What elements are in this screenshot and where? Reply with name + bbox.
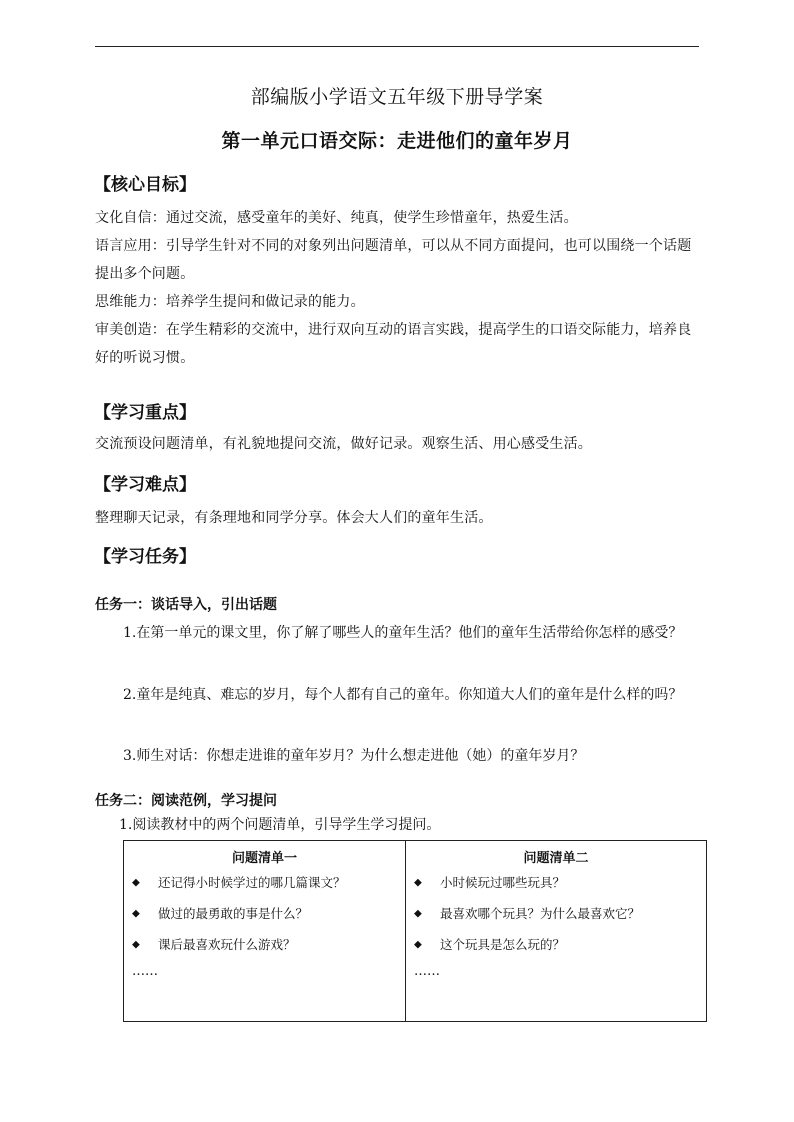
question-text: 课后最喜欢玩什么游戏？: [158, 937, 296, 952]
section-heading-goals: 【核心目标】: [94, 175, 196, 195]
task2-title: 任务二：阅读范例，学习提问: [95, 793, 277, 809]
question-text: 还记得小时候学过的哪几篇课文？: [158, 875, 346, 890]
key-points-text: 交流预设问题清单，有礼貌地提问交流，做好记录。观察生活、用心感受生活。: [95, 436, 592, 452]
question-list-one-header: 问题清单一: [231, 851, 297, 866]
question-list-two-items: [406, 867, 706, 960]
diamond-bullet-icon: ◆: [132, 875, 140, 890]
task2-item: 1.阅读教材中的两个问题清单，引导学生学习提问。: [119, 817, 441, 833]
diamond-bullet-icon: ◆: [414, 937, 422, 952]
diamond-bullet-icon: ◆: [132, 937, 140, 952]
question-text: 小时候玩过哪些玩具？: [440, 875, 566, 890]
question-text: 这个玩具是怎么玩的？: [440, 937, 566, 952]
question-text: 最喜欢哪个玩具？为什么最喜欢它？: [440, 906, 641, 921]
list-item: [414, 929, 706, 960]
section-heading-key-points: 【学习重点】: [94, 403, 196, 423]
section-heading-difficulties: 【学习难点】: [94, 475, 196, 495]
section-heading-tasks: 【学习任务】: [94, 547, 196, 567]
goal-item: 思维能力：培养学生提问和做记录的能力。: [95, 294, 365, 310]
difficulties-text: 整理聊天记录，有条理地和同学分享。体会大人们的童年生活。: [95, 510, 493, 526]
list-item: [414, 898, 706, 929]
document-title: 部编版小学语文五年级下册导学案: [250, 86, 544, 108]
question-list-one: [124, 841, 406, 1021]
task1-item: 3.师生对话：你想走进谁的童年岁月？为什么想走进他（她）的童年岁月？: [123, 748, 585, 764]
question-text: 做过的最勇敢的事是什么？: [158, 906, 309, 921]
question-list-table: [123, 840, 707, 1022]
diamond-bullet-icon: ◆: [414, 875, 422, 890]
header-rule: [95, 46, 699, 47]
list-item: [132, 867, 405, 898]
list-item: [414, 867, 706, 898]
question-list-two: [406, 841, 706, 1021]
question-list-two-header: 问题清单二: [523, 851, 589, 866]
question-list-one-items: [124, 867, 405, 960]
task1-item: 1.在第一单元的课文里，你了解了哪些人的童年生活？他们的童年生活带给你怎样的感受？: [123, 625, 683, 641]
question-list-one-ellipsis: ……: [132, 964, 158, 979]
list-item: [132, 929, 405, 960]
question-list-two-ellipsis: ……: [414, 964, 440, 979]
goal-item: 文化自信：通过交流，感受童年的美好、纯真，使学生珍惜童年，热爱生活。: [95, 210, 578, 226]
diamond-bullet-icon: ◆: [414, 906, 422, 921]
task1-item: 2.童年是纯真、难忘的岁月，每个人都有自己的童年。你知道大人们的童年是什么样的吗？: [123, 687, 683, 703]
document-subtitle: 第一单元口语交际：走进他们的童年岁月: [221, 130, 573, 152]
task1-title: 任务一：谈话导入，引出话题: [95, 597, 277, 613]
list-item: [132, 898, 405, 929]
goal-item: 审美创造：在学生精彩的交流中，进行双向互动的语言实践，提高学生的口语交际能力，培养良好的听说习惯。: [95, 322, 692, 366]
diamond-bullet-icon: ◆: [132, 906, 140, 921]
goal-item: 语言应用：引导学生针对不同的对象列出问题清单，可以从不同方面提问，也可以围绕一个话题提出多个问题。: [95, 238, 692, 282]
